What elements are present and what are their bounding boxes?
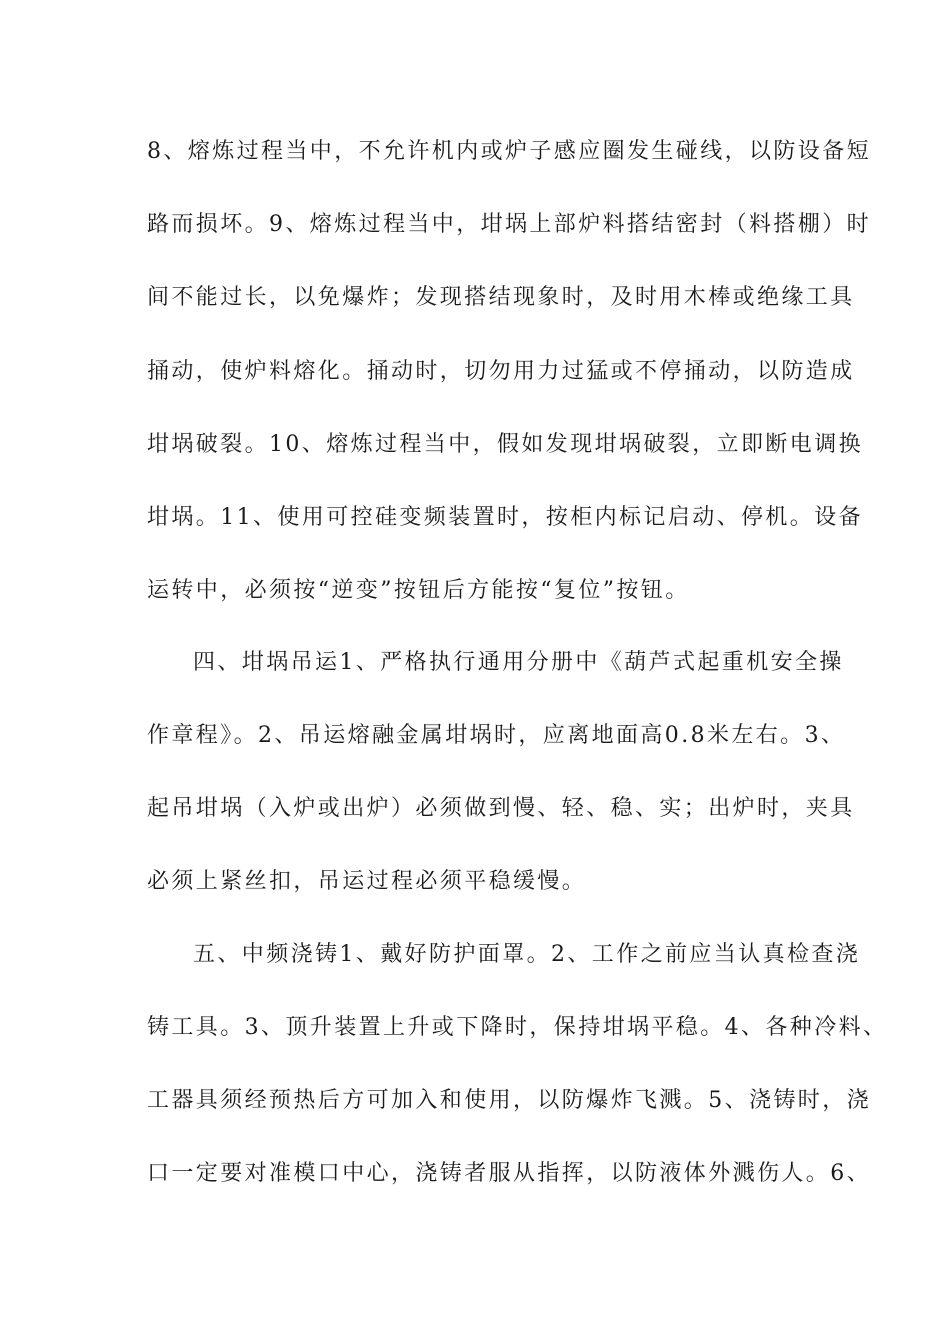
text-line: 路而损坏。9、熔炼过程当中，坩埚上部炉料搭结密封（料搭棚）时 bbox=[147, 212, 871, 237]
text-line: 坩埚破裂。10、熔炼过程当中，假如发现坩埚破裂，立即断电调换 bbox=[147, 432, 863, 457]
text-line: 坩埚。11、使用可控硅变频装置时，按柜内标记启动、停机。设备 bbox=[147, 505, 863, 530]
text-line: 作章程》。2、吊运熔融金属坩埚时，应离地面高0.8米左右。3、 bbox=[147, 723, 846, 748]
paragraph-heading-line: 四、坩埚吊运1、严格执行通用分册中《葫芦式起重机安全操 bbox=[193, 650, 844, 675]
text-line: 捅动，使炉料熔化。捅动时，切勿用力过猛或不停捅动，以防造成 bbox=[147, 359, 855, 384]
paragraph-heading-line: 五、中频浇铸1、戴好防护面罩。2、工作之前应当认真检查浇 bbox=[193, 942, 861, 967]
text-line: 8、熔炼过程当中，不允许机内或炉子感应圈发生碰线，以防设备短 bbox=[147, 139, 871, 164]
text-line: 运转中，必须按“逆变”按钮后方能按“复位”按钮。 bbox=[147, 578, 690, 603]
text-line: 必须上紧丝扣，吊运过程必须平稳缓慢。 bbox=[147, 869, 587, 894]
text-line: 起吊坩埚（入炉或出炉）必须做到慢、轻、稳、实；出炉时，夹具 bbox=[147, 796, 855, 821]
text-line: 间不能过长，以免爆炸；发现搭结现象时，及时用木棒或绝缘工具 bbox=[147, 285, 855, 310]
text-line: 铸工具。3、顶升装置上升或下降时，保持坩埚平稳。4、各种冷料、 bbox=[147, 1015, 888, 1040]
text-line: 工器具须经预热后方可加入和使用，以防爆炸飞溅。5、浇铸时，浇 bbox=[147, 1088, 871, 1113]
text-line: 口一定要对准模口中心，浇铸者服从指挥，以防液体外溅伤人。6、 bbox=[147, 1161, 871, 1186]
